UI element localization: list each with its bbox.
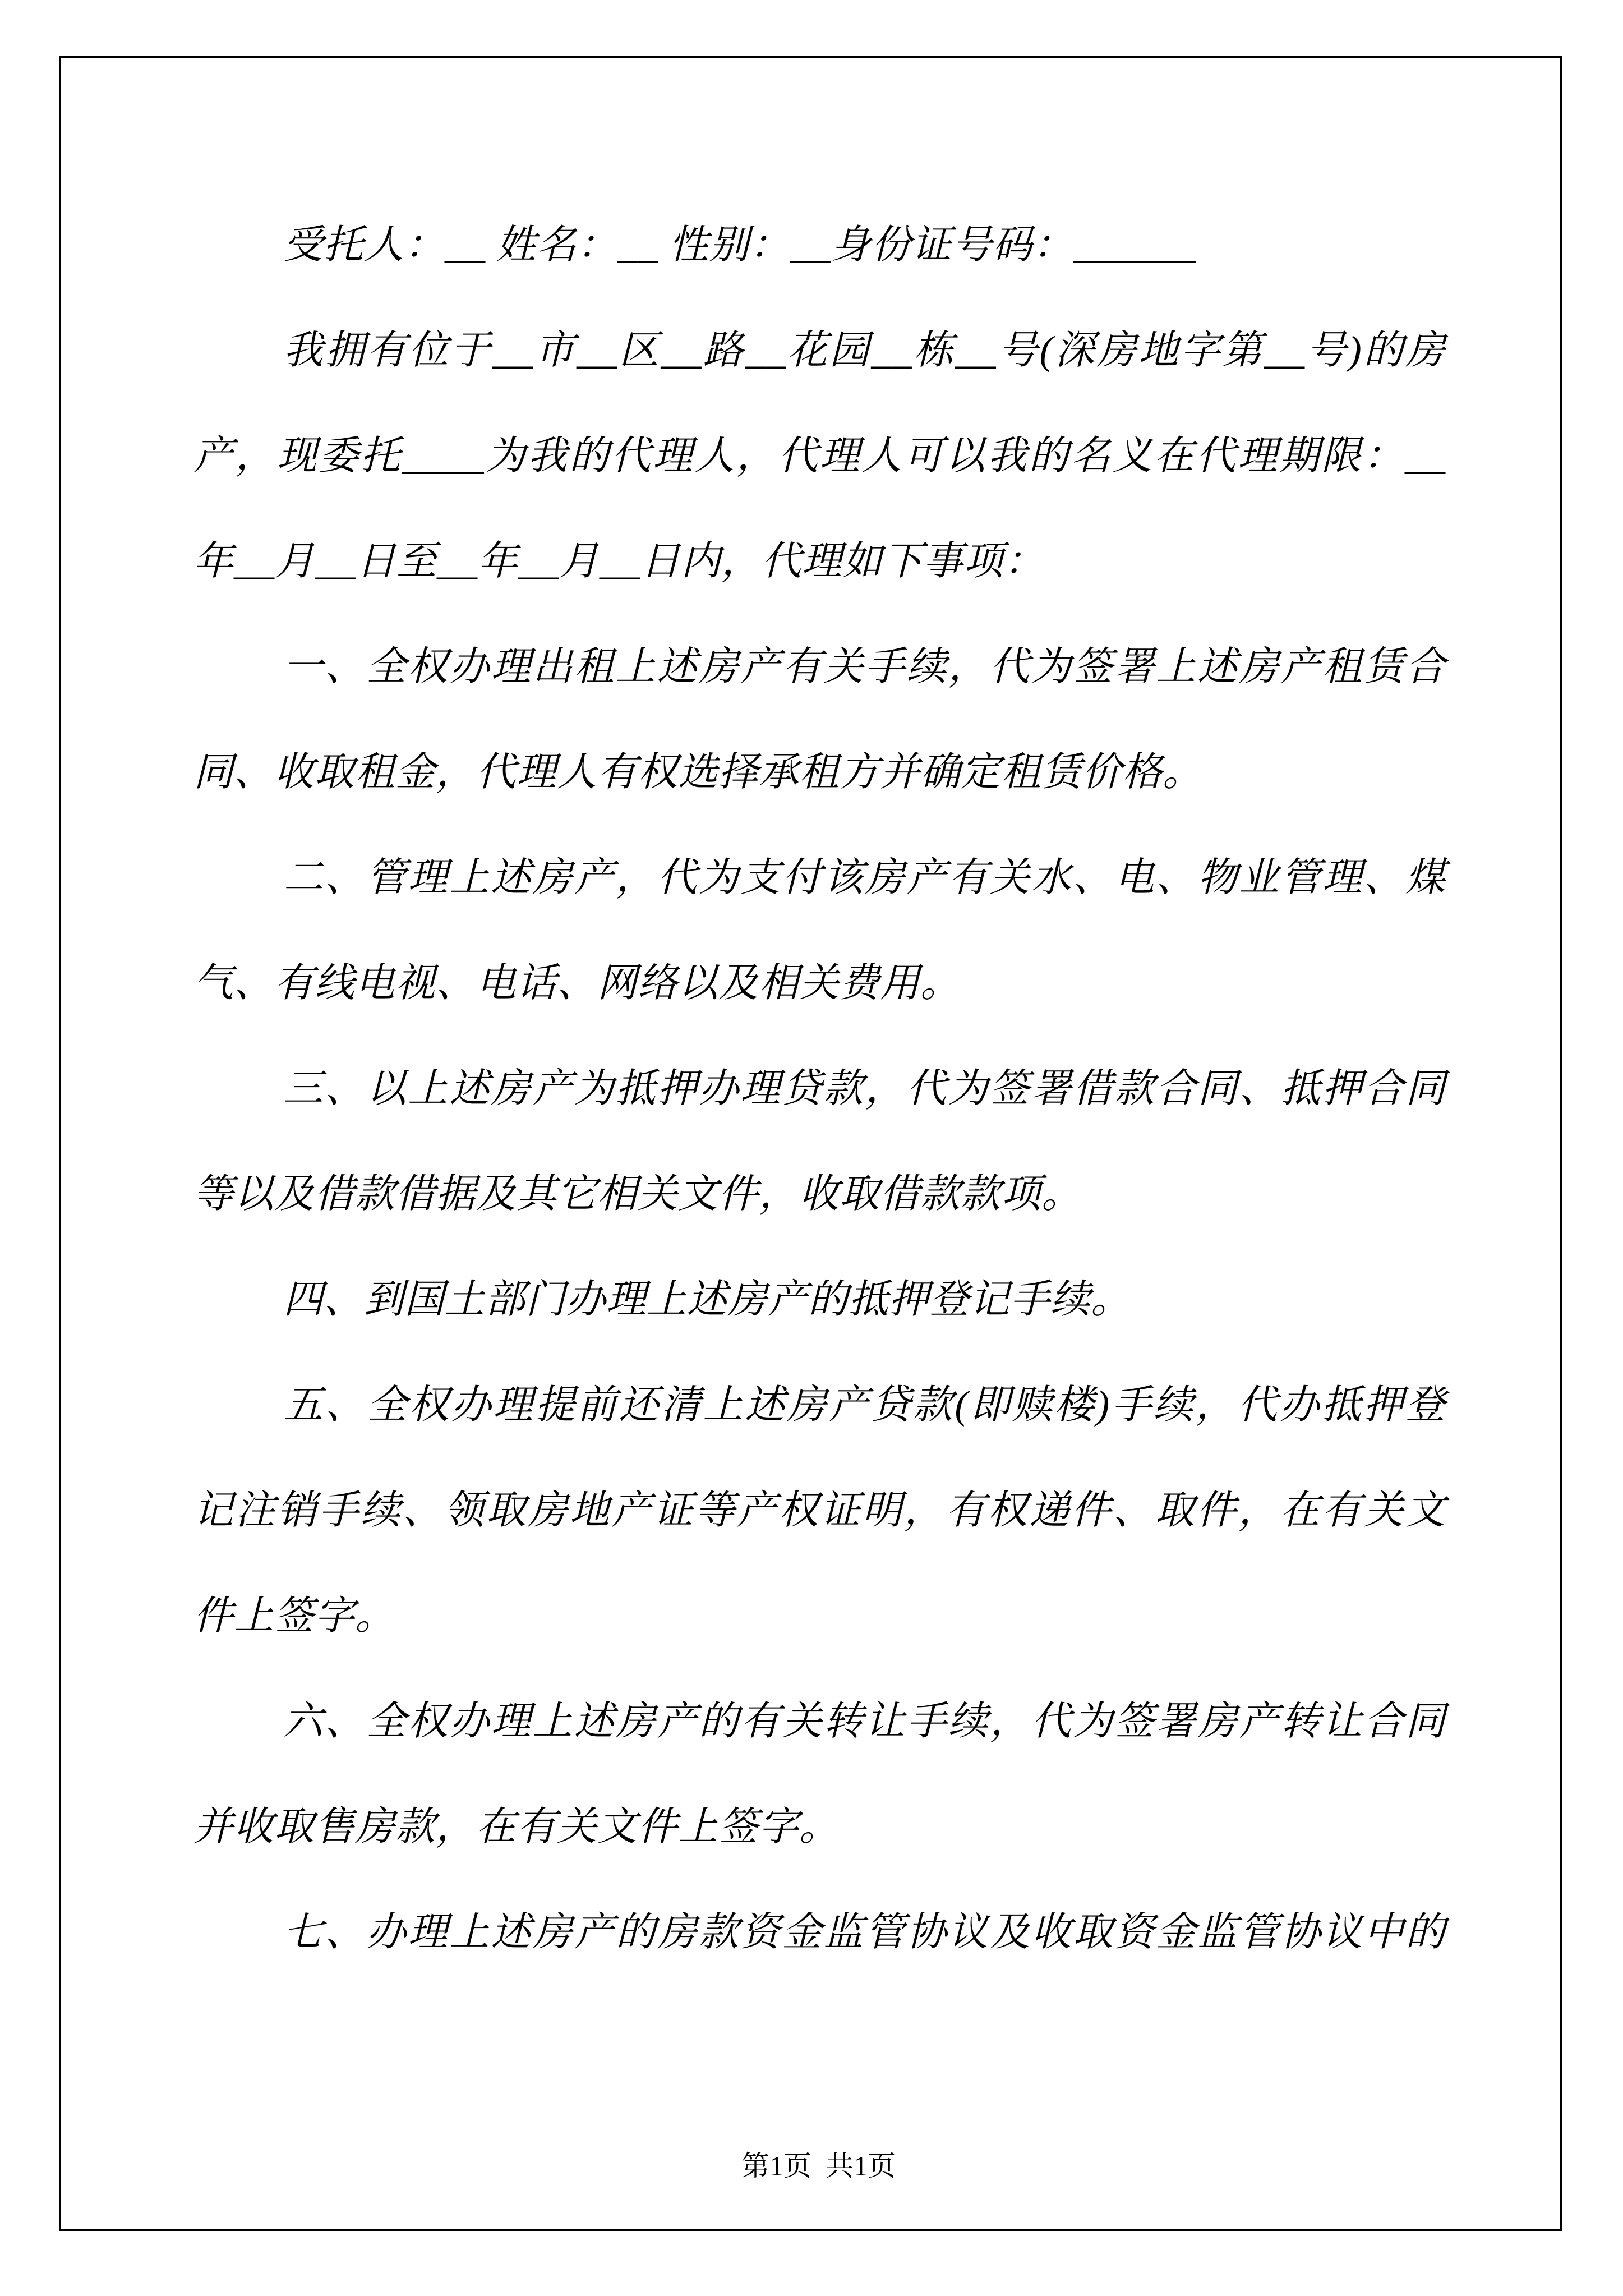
document-line: 气、有线电视、电话、网络以及相关费用。: [193, 961, 961, 1005]
page-number: 第1页 共1页: [741, 2150, 896, 2182]
document-line: 一、全权办理出租上述房产有关手续，代为签署上述房产租赁合: [283, 645, 1446, 689]
document-line: 并收取售房款，在有关文件上签字。: [193, 1805, 840, 1849]
document-line: 产，现委托____为我的代理人，代理人可以我的名义在代理期限：__: [193, 434, 1446, 478]
document-line: 同、收取租金，代理人有权选择承租方并确定租赁价格。: [193, 751, 1204, 794]
document-line: 四、到国土部门办理上述房产的抵押登记手续。: [283, 1278, 1132, 1322]
document-line: 件上签字。: [193, 1594, 396, 1638]
document-line: 年__月__日至__年__月__日内，代理如下事项：: [193, 540, 1045, 583]
document-line: 我拥有位于__市__区__路__花园__栋__号(深房地字第__号)的房: [283, 329, 1446, 372]
document-line: 二、管理上述房产，代为支付该房产有关水、电、物业管理、煤: [283, 856, 1446, 900]
document-line: 受托人：__ 姓名：__ 性别：__身份证号码：______: [283, 223, 1196, 267]
page-footer: [0, 2107, 1623, 2185]
document-line: 等以及借款借据及其它相关文件，收取借款款项。: [193, 1172, 1082, 1216]
document-line: 六、全权办理上述房产的有关转让手续，代为签署房产转让合同: [283, 1700, 1446, 1743]
document-body: [193, 192, 1446, 1985]
document-line: 记注销手续、领取房地产证等产权证明，有权递件、取件，在有关文: [193, 1489, 1446, 1533]
document-line: 五、全权办理提前还清上述房产贷款(即赎楼)手续，代办抵押登: [283, 1383, 1446, 1427]
document-line: 三、以上述房产为抵押办理贷款，代为签署借款合同、抵押合同: [283, 1067, 1446, 1111]
document-line: 七、办理上述房产的房款资金监管协议及收取资金监管协议中的: [283, 1911, 1446, 1954]
